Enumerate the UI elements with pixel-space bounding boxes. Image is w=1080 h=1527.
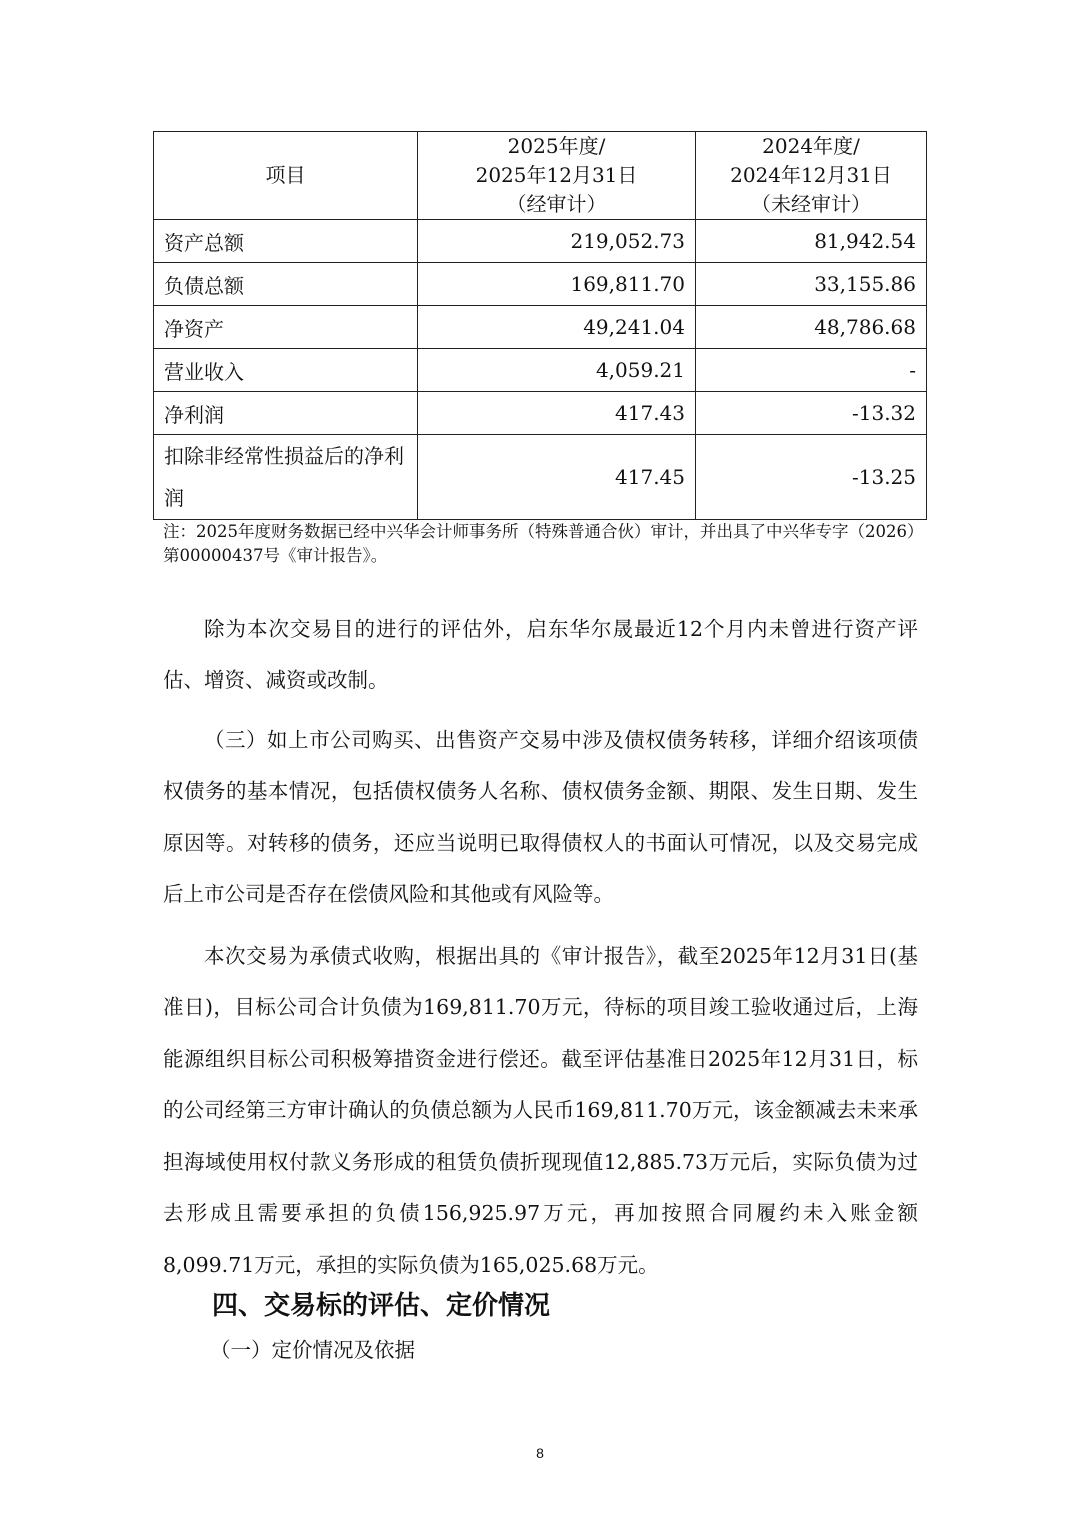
header-item: 项目 [154,132,418,220]
header-2025 [418,132,696,220]
section-heading: 四、交易标的评估、定价情况 [212,1291,551,1321]
header-2024-line-3: （未经审计） [751,192,871,216]
table-row [154,263,927,306]
row-label: 扣除非经常性损益后的净利润 [154,435,418,520]
row-value-2025: 219,052.73 [418,220,696,263]
row-value-2025: 4,059.21 [418,349,696,392]
row-value-2025: 417.45 [418,435,696,520]
row-label: 净利润 [154,392,418,435]
row-value-2024: 33,155.86 [696,263,927,306]
paragraph-debt-assumption-details: 本次交易为承债式收购，根据出具的《审计报告》，截至2025年12月31日(基准日)，目标公司合计负债为169,811.70万元，待标的项目竣工验收通过后，上海能源组织目标公司积极筹措资金进行偿还。截至评估基准日2025年12月31日，标的公司经第三方审计确认的负债总额为人民币169,811.70万元，该金额减去未来承担海域使用权付款义务形成的租赁负债折现现值12,885.73万元后，实际负债为过去形成且需要承担的负债156,925.97万元，再加按照合同履约未入账金额8,099.71万元，承担的实际负债为165,025.68万元。 [163,943,918,1277]
row-label: 资产总额 [154,220,418,263]
row-value-2024: - [696,349,927,392]
page-number: 8 [536,1445,544,1461]
header-2024-line-1: 2024年度/ [762,134,860,158]
header-2025-line-2: 2025年12月31日 [475,163,638,187]
table-row [154,435,927,520]
header-2025-line-3: （经审计） [506,192,607,216]
table-header-row [154,132,927,220]
table-footnote: 注：2025年度财务数据已经中兴华会计师事务所（特殊普通合伙）审计，并出具了中兴华专字（2026）第00000437号《审计报告》。 [163,522,916,565]
row-value-2025: 417.43 [418,392,696,435]
row-value-2025: 49,241.04 [418,306,696,349]
header-2024 [696,132,927,220]
row-value-2024: 48,786.68 [696,306,927,349]
row-label: 净资产 [154,306,418,349]
table-row [154,220,927,263]
header-2025-line-1: 2025年度/ [507,134,606,158]
row-value-2024: -13.25 [696,435,927,520]
subsection-heading: （一）定价情况及依据 [210,1338,415,1362]
row-label: 负债总额 [154,263,418,306]
paragraph-debt-transfer-requirement: （三）如上市公司购买、出售资产交易中涉及债权债务转移，详细介绍该项债权债务的基本情况，包括债权债务人名称、债权债务金额、期限、发生日期、发生原因等。对转移的债务，还应当说明已取得债权人的书面认可情况，以及交易完成后上市公司是否存在偿债风险和其他或有风险等。 [163,727,918,906]
financial-summary-table [153,131,927,520]
table-row [154,392,927,435]
row-value-2024: -13.32 [696,392,927,435]
header-2024-line-2: 2024年12月31日 [730,163,892,187]
row-value-2025: 169,811.70 [418,263,696,306]
paragraph-no-prior-appraisal: 除为本次交易目的进行的评估外，启东华尔晟最近12个月内未曾进行资产评估、增资、减资或改制。 [163,616,918,692]
row-label: 营业收入 [154,349,418,392]
row-value-2024: 81,942.54 [696,220,927,263]
table-row [154,349,927,392]
table-row [154,306,927,349]
